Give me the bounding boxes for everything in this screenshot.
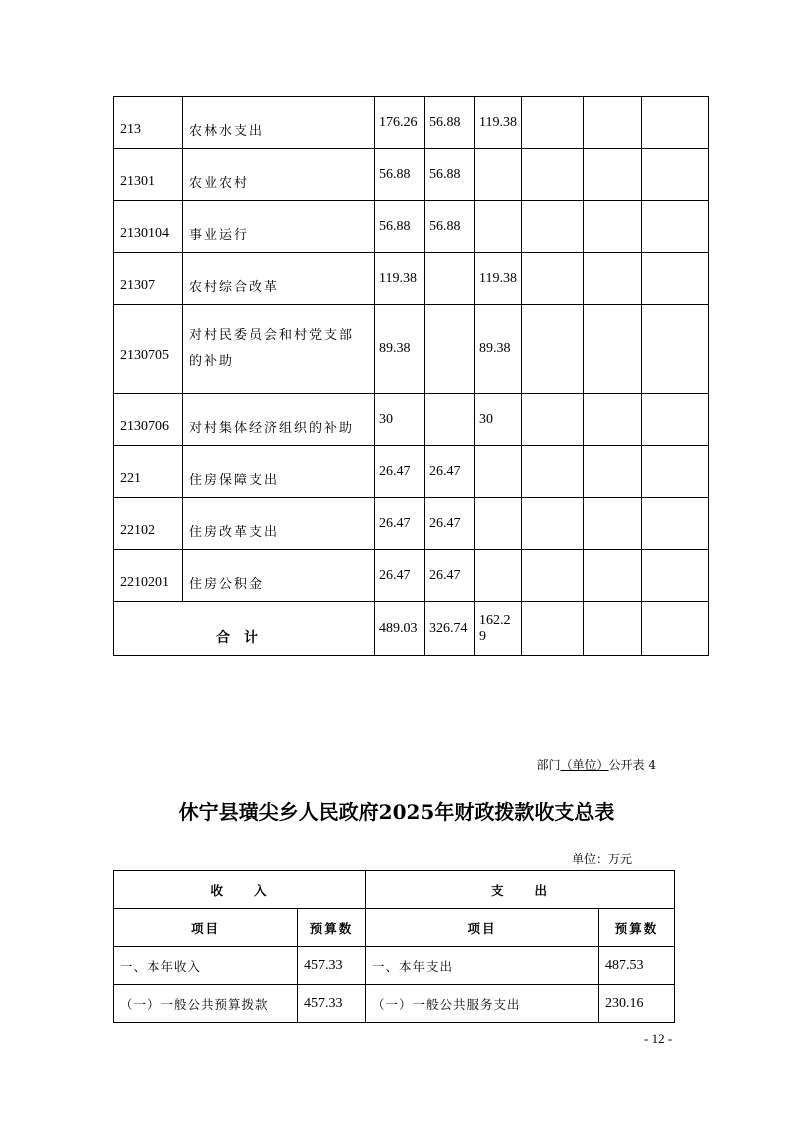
value-project <box>475 550 522 602</box>
value-project: 89.38 <box>475 305 522 394</box>
empty-cell <box>642 602 709 656</box>
empty-cell <box>584 201 642 253</box>
empty-cell <box>522 446 584 498</box>
value-basic <box>425 253 475 305</box>
table-row <box>114 253 709 305</box>
value-basic: 56.88 <box>425 201 475 253</box>
func-code: 21301 <box>114 149 183 201</box>
value-project <box>475 498 522 550</box>
func-code: 2210201 <box>114 550 183 602</box>
value-total: 26.47 <box>375 498 425 550</box>
func-name: 农林水支出 <box>183 97 375 149</box>
empty-cell <box>584 602 642 656</box>
func-name: 对村民委员会和村党支部的补助 <box>183 305 375 394</box>
empty-cell <box>522 550 584 602</box>
income-value: 457.33 <box>298 985 366 1023</box>
value-project <box>475 201 522 253</box>
func-code: 221 <box>114 446 183 498</box>
value-basic: 56.88 <box>425 149 475 201</box>
value-total: 56.88 <box>375 201 425 253</box>
empty-cell <box>522 253 584 305</box>
value-total: 119.38 <box>375 253 425 305</box>
func-code: 213 <box>114 97 183 149</box>
table-row <box>114 446 709 498</box>
fiscal-summary-table <box>113 870 675 1023</box>
section-header-row <box>114 871 675 909</box>
empty-cell <box>584 253 642 305</box>
column-header-row <box>114 909 675 947</box>
table-row <box>114 394 709 446</box>
empty-cell <box>584 149 642 201</box>
empty-cell <box>642 201 709 253</box>
empty-cell <box>522 394 584 446</box>
form-identifier: 部门（单位）公开表 4 <box>536 758 656 772</box>
value-total: 30 <box>375 394 425 446</box>
table-row <box>114 305 709 394</box>
empty-cell <box>642 97 709 149</box>
table-row <box>114 97 709 149</box>
empty-cell <box>522 602 584 656</box>
func-name: 事业运行 <box>183 201 375 253</box>
col-budget-income: 预算数 <box>298 909 366 947</box>
col-item-income: 项目 <box>114 909 298 947</box>
value-project <box>475 446 522 498</box>
table-row <box>114 985 675 1023</box>
expense-value: 487.53 <box>599 947 675 985</box>
total-basic: 326.74 <box>425 602 475 656</box>
empty-cell <box>642 253 709 305</box>
page-title: 休宁县璜尖乡人民政府2025年财政拨款收支总表 <box>178 800 615 824</box>
total-label: 合计 <box>114 602 375 656</box>
empty-cell <box>584 550 642 602</box>
empty-cell <box>584 394 642 446</box>
expense-item: （一）一般公共服务支出 <box>366 985 599 1023</box>
expense-header: 支 出 <box>366 871 675 909</box>
func-code: 21307 <box>114 253 183 305</box>
value-total: 26.47 <box>375 550 425 602</box>
total-row <box>114 602 709 656</box>
table-row <box>114 498 709 550</box>
col-item-expense: 项目 <box>366 909 599 947</box>
table-row <box>114 149 709 201</box>
income-value: 457.33 <box>298 947 366 985</box>
empty-cell <box>642 149 709 201</box>
total-project: 162.29 <box>475 602 522 656</box>
func-name: 住房保障支出 <box>183 446 375 498</box>
expense-value: 230.16 <box>599 985 675 1023</box>
empty-cell <box>522 201 584 253</box>
func-name: 住房公积金 <box>183 550 375 602</box>
empty-cell <box>642 446 709 498</box>
empty-cell <box>642 550 709 602</box>
income-item: （一）一般公共预算拨款 <box>114 985 298 1023</box>
value-total: 176.26 <box>375 97 425 149</box>
func-name: 住房改革支出 <box>183 498 375 550</box>
page-number: - 12 - <box>644 1031 673 1046</box>
empty-cell <box>584 97 642 149</box>
table-row <box>114 947 675 985</box>
expenditure-table <box>113 96 709 656</box>
unit-label: 单位：万元 <box>572 852 633 866</box>
empty-cell <box>584 446 642 498</box>
func-name: 对村集体经济组织的补助 <box>183 394 375 446</box>
value-project: 30 <box>475 394 522 446</box>
value-project <box>475 149 522 201</box>
value-basic: 26.47 <box>425 446 475 498</box>
income-header: 收 入 <box>114 871 366 909</box>
empty-cell <box>522 97 584 149</box>
value-basic: 56.88 <box>425 97 475 149</box>
value-total: 89.38 <box>375 305 425 394</box>
empty-cell <box>642 305 709 394</box>
expense-item: 一、本年支出 <box>366 947 599 985</box>
empty-cell <box>584 498 642 550</box>
func-code: 22102 <box>114 498 183 550</box>
func-code: 2130706 <box>114 394 183 446</box>
empty-cell <box>642 498 709 550</box>
empty-cell <box>584 305 642 394</box>
table-row <box>114 550 709 602</box>
total-value: 489.03 <box>375 602 425 656</box>
value-total: 56.88 <box>375 149 425 201</box>
func-name: 农村综合改革 <box>183 253 375 305</box>
value-basic: 26.47 <box>425 498 475 550</box>
func-code: 2130705 <box>114 305 183 394</box>
empty-cell <box>642 394 709 446</box>
value-project: 119.38 <box>475 97 522 149</box>
value-total: 26.47 <box>375 446 425 498</box>
income-item: 一、本年收入 <box>114 947 298 985</box>
empty-cell <box>522 305 584 394</box>
empty-cell <box>522 149 584 201</box>
func-name: 农业农村 <box>183 149 375 201</box>
table-row <box>114 201 709 253</box>
value-basic: 26.47 <box>425 550 475 602</box>
value-basic <box>425 305 475 394</box>
value-project: 119.38 <box>475 253 522 305</box>
func-code: 2130104 <box>114 201 183 253</box>
empty-cell <box>522 498 584 550</box>
value-basic <box>425 394 475 446</box>
col-budget-expense: 预算数 <box>599 909 675 947</box>
